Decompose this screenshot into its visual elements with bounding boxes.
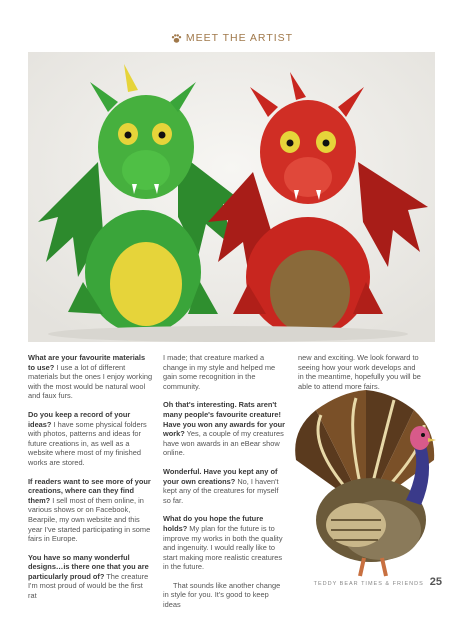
qa-paragraph [28,353,153,401]
answer: I use a lot of different materials but the ones I enjoy working with the most would be natural wool and faux furs. [28,362,153,401]
question: If readers want to see more of your creations, where can they find them? [28,476,151,505]
qa-paragraph [28,410,153,468]
answer: new and exciting. We look forward to seeing how your work develops and in the meantime, hopefully you will be able to attend more fairs. [298,353,421,391]
question: What are your favourite materials to use? [28,353,146,372]
text-column-1 [28,353,153,610]
question: Wonderful. Have you kept any of your own creations? [163,466,278,486]
question: You have so many wonderful designs…is there one that you are particularly proud of? [28,552,149,581]
dragons-photo [28,52,435,342]
qa-paragraph [163,353,288,391]
answer: No, I haven't kept any of the creatures for myself so far. [163,476,279,505]
qa-paragraph [163,400,288,458]
answer: The creature I'm most proud of would be the first rat [28,571,149,601]
magazine-name: TEDDY BEAR TIMES & FRIENDS [313,581,424,587]
qa-paragraph [298,353,423,391]
question: Oh that's interesting. Rats aren't many people's favourite creature! Have you won any awards for your work? [163,400,285,439]
qa-paragraph [163,514,288,572]
answer: That sounds like another change in style for you. It's good to keep ideas [163,580,281,610]
page-number: 25 [429,576,442,588]
qa-paragraph [28,553,153,601]
paw-icon [171,33,182,44]
section-header [0,30,464,46]
answer: I sell most of them online, in various shows or on Facebook, Bearpile, my own website and this year I've started participating in some fairs in Europe. [28,495,151,544]
answer: My plan for the future is to improve my works in both the quality and ingenuity. I would really like to start making more realistic creatures in the future. [163,523,283,572]
answer: Yes, a couple of my creatures have won awards in an eBear show online. [163,429,284,458]
page-footer [314,576,442,588]
text-column-2 [163,353,288,619]
answer: I made; that creature marked a change in my style and helped me gain some recognition in the community. [163,353,276,391]
qa-paragraph [163,467,288,505]
answer: I have some physical folders with photos, patterns and ideas for future creations in, as well as a website where most of my finished works are stored. [28,419,147,467]
turkey-photo [286,390,446,580]
qa-paragraph [163,581,288,610]
question: What do you hope the future holds? [163,514,264,533]
qa-paragraph [28,477,153,544]
question: Do you keep a record of your ideas? [28,409,131,429]
section-title: MEET THE ARTIST [185,32,294,44]
